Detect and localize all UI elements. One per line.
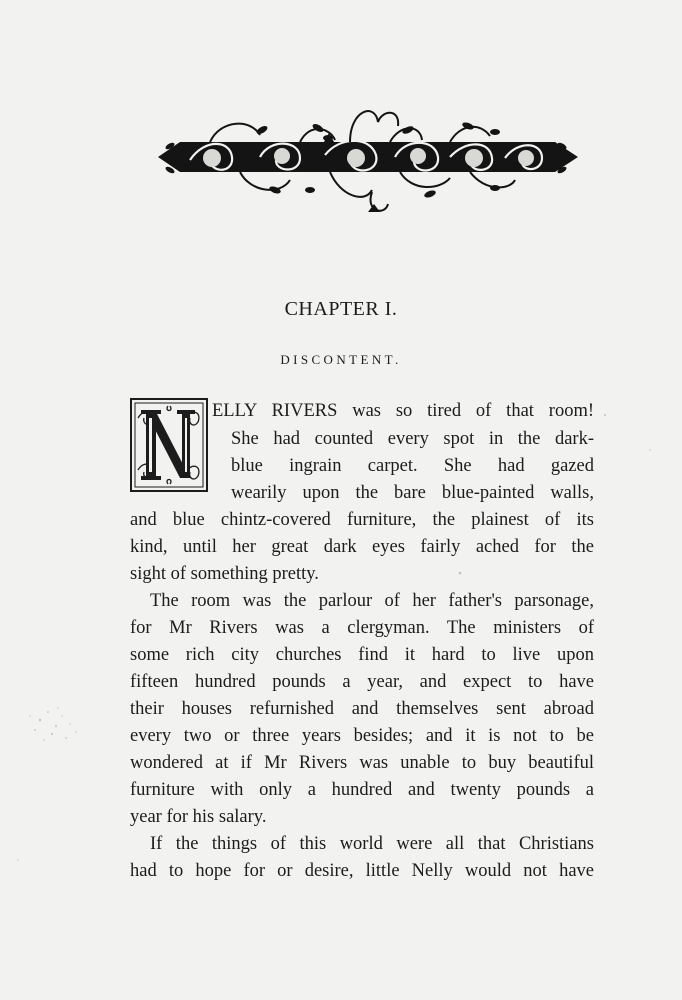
text-line-9: for Mr Rivers was a clergyman. The ministers of xyxy=(130,618,594,638)
chapter-title: CHAPTER I. xyxy=(284,298,398,320)
text-line-2: She had counted every spot in the dark- xyxy=(231,429,594,449)
ornamental-header-icon xyxy=(150,100,580,218)
text-line-11: fifteen hundred pounds a year, and expect to have xyxy=(130,672,594,692)
text-line-15: furniture with only a hundred and twenty pounds a xyxy=(130,780,594,800)
text-line-17: If the things of this world were all that Christians xyxy=(150,834,594,854)
text-line-10: some rich city churches find it hard to live upon xyxy=(130,645,594,665)
text-line-7: sight of something pretty. xyxy=(130,564,319,584)
text-line-13: every two or three years besides; and it is not to be xyxy=(130,726,594,746)
text-line-4: wearily upon the bare blue-painted walls, xyxy=(231,483,594,503)
text-line-16: year for his salary. xyxy=(130,807,267,827)
text-line-6: kind, until her great dark eyes fairly ached for the xyxy=(130,537,594,557)
text-line-18: had to hope for or desire, little Nelly would not have xyxy=(130,861,594,881)
text-line-14: wondered at if Mr Rivers was unable to buy beautiful xyxy=(130,753,594,773)
text-line-5: and blue chintz-covered furniture, the plainest of its xyxy=(130,510,594,530)
dropcap-n-icon xyxy=(130,398,208,492)
text-line-8: The room was the parlour of her father's parsonage, xyxy=(150,591,594,611)
text-line-12: their houses refurnished and themselves sent abroad xyxy=(130,699,594,719)
text-line-1: ELLY RIVERS was so tired of that room! xyxy=(212,401,594,421)
text-line-3: blue ingrain carpet. She had gazed xyxy=(231,456,594,476)
chapter-subtitle: DISCONTENT. xyxy=(280,352,402,367)
